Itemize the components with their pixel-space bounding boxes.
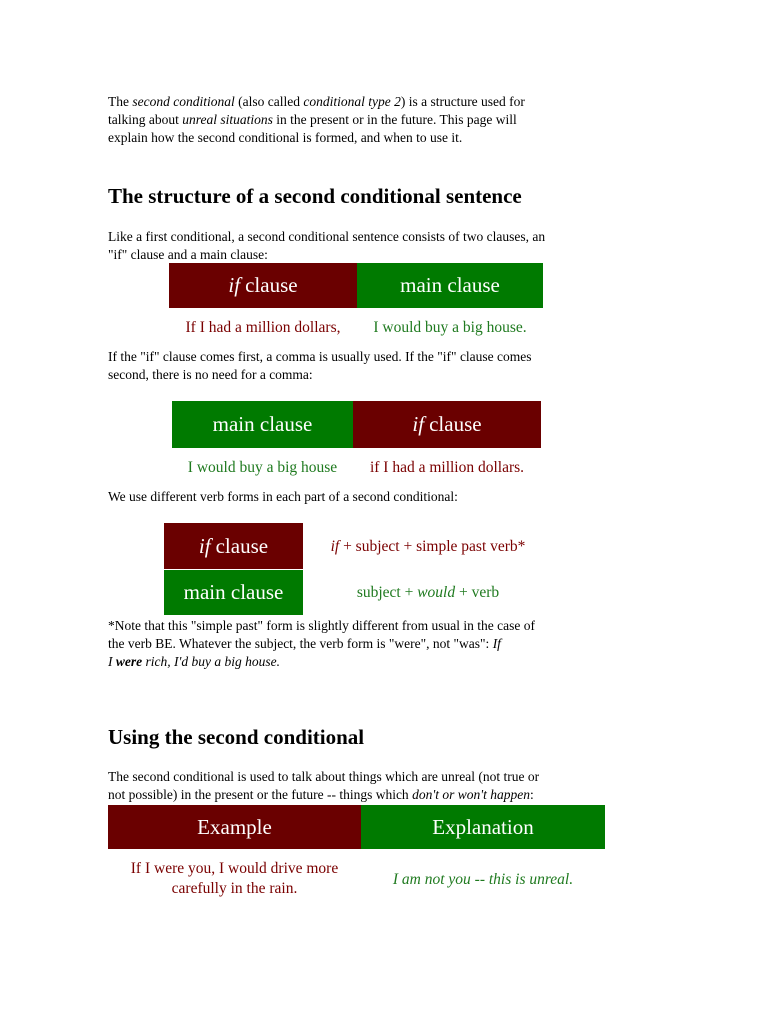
main-clause-formula: subject + would + verb xyxy=(356,584,500,601)
intro-line-1: The second conditional (also called conditional type 2) is a structure used for xyxy=(108,94,525,109)
verb-forms-intro: We use different verb forms in each part of a second conditional: xyxy=(108,489,458,504)
main-clause-header-2: main clause xyxy=(172,401,353,448)
structure-line-2: "if" clause and a main clause: xyxy=(108,247,268,262)
example-cell xyxy=(108,859,361,899)
example-cell-line-2: carefully in the rain. xyxy=(171,880,298,897)
usage-line-1: The second conditional is used to talk about things which are unreal (not true or xyxy=(108,769,540,784)
note-line-1: *Note that this "simple past" form is slightly different from usual in the case of xyxy=(108,618,535,633)
usage-paragraph xyxy=(108,768,668,804)
usage-line-2: not possible) in the present or the future -- things which don't or won't happen: xyxy=(108,787,534,802)
intro-line-2: talking about unreal situations in the present or in the future. This page will xyxy=(108,112,517,127)
intro-line-3: explain how the second conditional is formed, and when to use it. xyxy=(108,130,463,145)
intro-paragraph xyxy=(108,93,668,147)
example-cell-line-1: If I were you, I would drive more xyxy=(130,860,339,877)
section-heading-usage: Using the second conditional xyxy=(108,725,365,749)
section-heading-structure: The structure of a second conditional sentence xyxy=(108,184,522,208)
structure-paragraph xyxy=(108,228,668,264)
comma-note-line-2: second, there is no need for a comma: xyxy=(108,367,313,382)
example-main-clause: I would buy a big house. xyxy=(373,319,527,336)
if-clause-header-2: if clause xyxy=(353,401,541,448)
comma-note-paragraph xyxy=(108,348,668,384)
example-header: Example xyxy=(108,805,361,849)
example-if-clause: If I had a million dollars, xyxy=(185,319,341,336)
main-clause-header: main clause xyxy=(357,263,543,308)
if-clause-label: if clause xyxy=(164,523,303,569)
note-line-3: I were rich, I'd buy a big house. xyxy=(108,654,280,669)
note-paragraph xyxy=(108,617,668,671)
if-clause-header: if clause xyxy=(169,263,357,308)
example-if-clause-2: if I had a million dollars. xyxy=(369,459,525,476)
explanation-cell: I am not you -- this is unreal. xyxy=(392,871,574,888)
note-line-2: the verb BE. Whatever the subject, the verb form is "were", not "was": If xyxy=(108,636,501,651)
if-clause-formula: if + subject + simple past verb* xyxy=(330,538,526,555)
comma-note-line-1: If the "if" clause comes first, a comma is usually used. If the "if" clause comes xyxy=(108,349,532,364)
example-main-clause-2: I would buy a big house xyxy=(187,459,338,476)
structure-line-1: Like a first conditional, a second conditional sentence consists of two clauses, an xyxy=(108,229,546,244)
main-clause-label: main clause xyxy=(164,570,303,615)
explanation-header: Explanation xyxy=(361,805,605,849)
